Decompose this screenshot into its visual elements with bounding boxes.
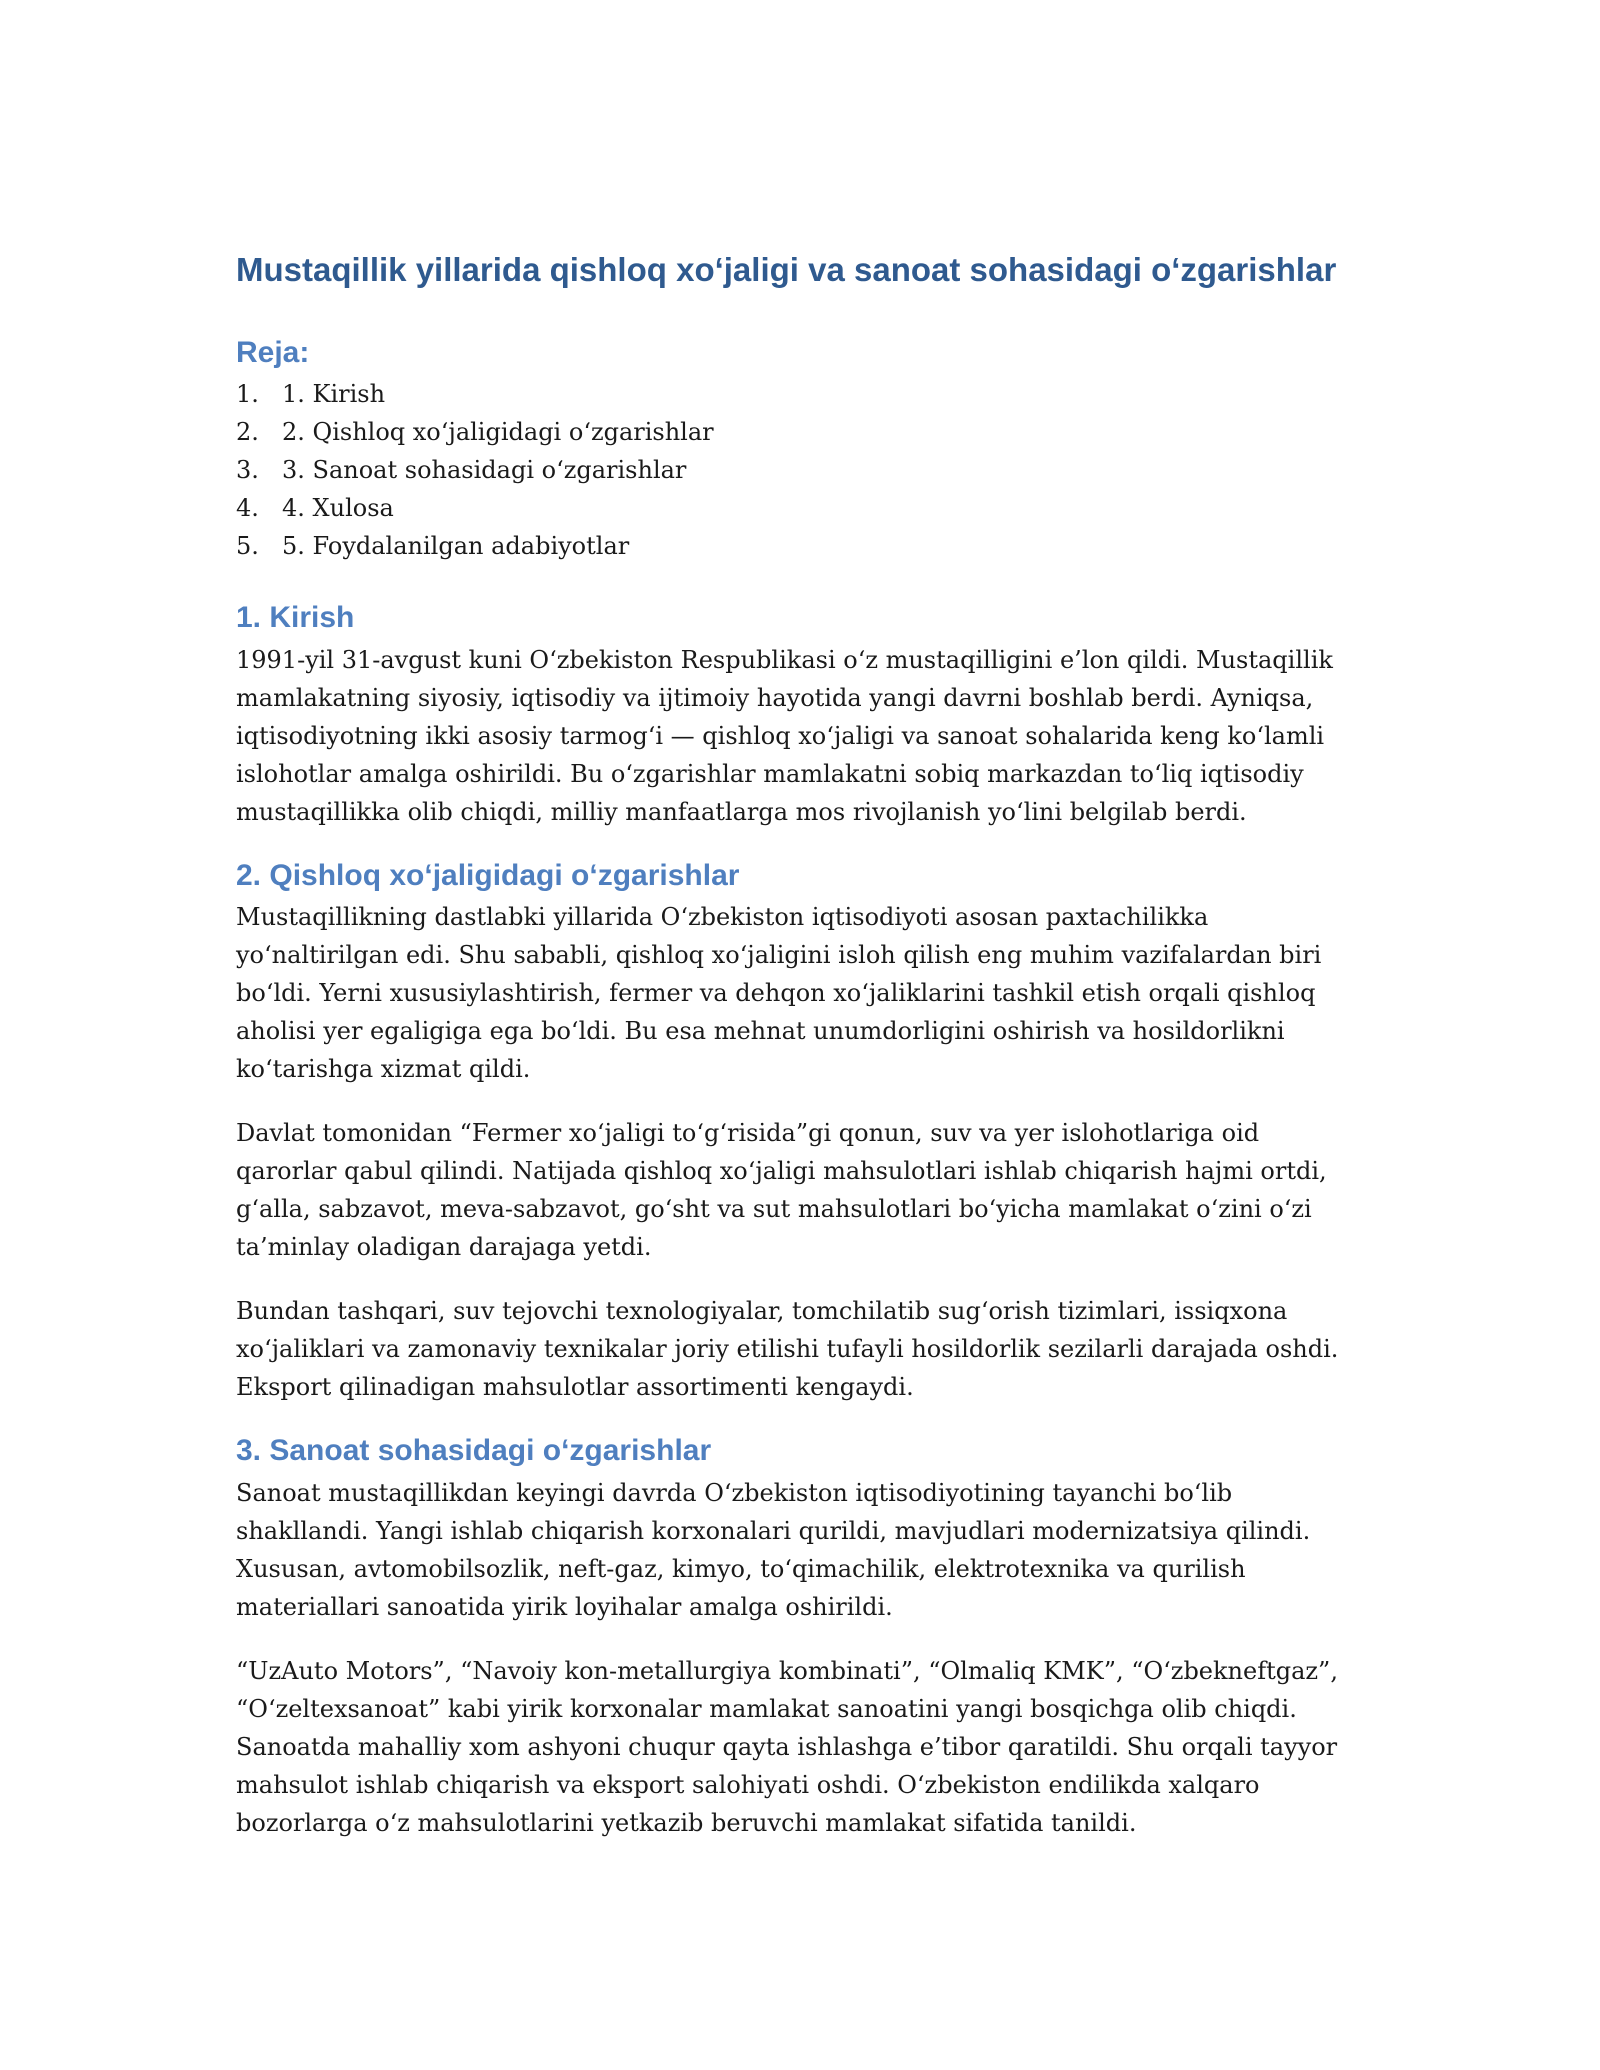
plan-item-text: 4. Xulosa bbox=[282, 494, 394, 523]
section-industry bbox=[236, 1432, 1366, 1842]
document-page bbox=[236, 250, 1366, 1868]
plan-item bbox=[236, 375, 1366, 413]
plan-item-number: 3. bbox=[236, 456, 259, 485]
section-heading: 3. Sanoat sohasidagi o‘zgarishlar bbox=[236, 1434, 712, 1468]
document-title: Mustaqillik yillarida qishloq xo‘jaligi va sanoat sohasidagi o‘zgarishlar bbox=[236, 251, 1337, 288]
plan-item-text: 1. Kirish bbox=[282, 380, 386, 409]
plan-item bbox=[236, 451, 1366, 489]
plan-item-number: 5. bbox=[236, 532, 259, 561]
section-paragraph: 1991-yil 31-avgust kuni O‘zbekiston Respublikasi o‘z mustaqilligini e’lon qildi. Mustaqillik mamlakatning siyosiy, iqtisodiy va ijtimoiy hayotida yangi davrni boshlab berdi. Ayniqsa, iqtisodiyotning ikki asosiy tarmog‘i — qishloq xo‘jaligi va sanoat sohalarida keng ko‘lamli islohotlar amalga oshirildi. Bu o‘zgarishlar mamlakatni sobiq markazdan to‘liq iqtisodiy mustaqillikka olib chiqdi, milliy manfaatlarga mos rivojlanish yo‘lini belgilab berdi. bbox=[236, 645, 1333, 826]
section-introduction bbox=[236, 599, 1366, 831]
section-agriculture bbox=[236, 857, 1366, 1407]
section-paragraph: Sanoat mustaqillikdan keyingi davrda O‘zbekiston iqtisodiyotining tayanchi bo‘lib shakllandi. Yangi ishlab chiqarish korxonalari qurildi, mavjudlari modernizatsiya qilindi. Xususan, avtomobilsozlik, neft-gaz, kimyo, to‘qimachilik, elektrotexnika va qurilish materiallari sanoatida yirik loyihalar amalga oshirildi. bbox=[236, 1478, 1311, 1621]
plan-item-number: 4. bbox=[236, 494, 259, 523]
plan-item-number: 1. bbox=[236, 380, 259, 409]
plan-item-text: 2. Qishloq xo‘jaligidagi o‘zgarishlar bbox=[282, 418, 714, 447]
plan-list bbox=[236, 375, 1366, 565]
section-paragraph: “UzAuto Motors”, “Navoiy kon-metallurgiya kombinati”, “Olmaliq KMK”, “O‘zbekneftgaz”, “O‘zeltexsanoat” kabi yirik korxonalar mamlakat sanoatini yangi bosqichga olib chiqdi. Sanoatda mahalliy xom ashyoni chuqur qayta ishlashga e’tibor qaratildi. Shu orqali tayyor mahsulot ishlab chiqarish va eksport salohiyati oshdi. O‘zbekiston endilikda xalqaro bozorlarga o‘z mahsulotlarini yetkazib beruvchi mamlakat sifatida tanildi. bbox=[236, 1656, 1338, 1837]
section-heading: 2. Qishloq xo‘jaligidagi o‘zgarishlar bbox=[236, 858, 740, 892]
plan-item bbox=[236, 489, 1366, 527]
section-paragraph: Mustaqillikning dastlabki yillarida O‘zbekiston iqtisodiyoti asosan paxtachilikka yo‘naltirilgan edi. Shu sababli, qishloq xo‘jaligini isloh qilish eng muhim vazifalardan biri bo‘ldi. Yerni xususiylashtirish, fermer va dehqon xo‘jaliklarini tashkil etish orqali qishloq aholisi yer egaligiga ega bo‘ldi. Bu esa mehnat unumdorligini oshirish va hosildorlikni ko‘tarishga xizmat qildi. bbox=[236, 903, 1322, 1084]
plan-item-number: 2. bbox=[236, 418, 259, 447]
plan-item bbox=[236, 527, 1366, 565]
plan-item-text: 3. Sanoat sohasidagi o‘zgarishlar bbox=[282, 456, 687, 485]
plan-heading: Reja: bbox=[236, 335, 310, 369]
section-paragraph: Bundan tashqari, suv tejovchi texnologiyalar, tomchilatib sug‘orish tizimlari, issiqxona xo‘jaliklari va zamonaviy texnikalar joriy etilishi tufayli hosildorlik sezilarli darajada oshdi. Eksport qilinadigan mahsulotlar assortimenti kengaydi. bbox=[236, 1297, 1339, 1402]
section-heading: 1. Kirish bbox=[236, 601, 355, 635]
plan-item bbox=[236, 413, 1366, 451]
section-paragraph: Davlat tomonidan “Fermer xo‘jaligi to‘g‘risida”gi qonun, suv va yer islohotlariga oid qarorlar qabul qilindi. Natijada qishloq xo‘jaligi mahsulotlari ishlab chiqarish hajmi ortdi, g‘alla, sabzavot, meva-sabzavot, go‘sht va sut mahsulotlari bo‘yicha mamlakat o‘zini o‘zi ta’minlay oladigan darajaga yetdi. bbox=[236, 1119, 1327, 1262]
plan-item-text: 5. Foydalanilgan adabiyotlar bbox=[282, 532, 630, 561]
